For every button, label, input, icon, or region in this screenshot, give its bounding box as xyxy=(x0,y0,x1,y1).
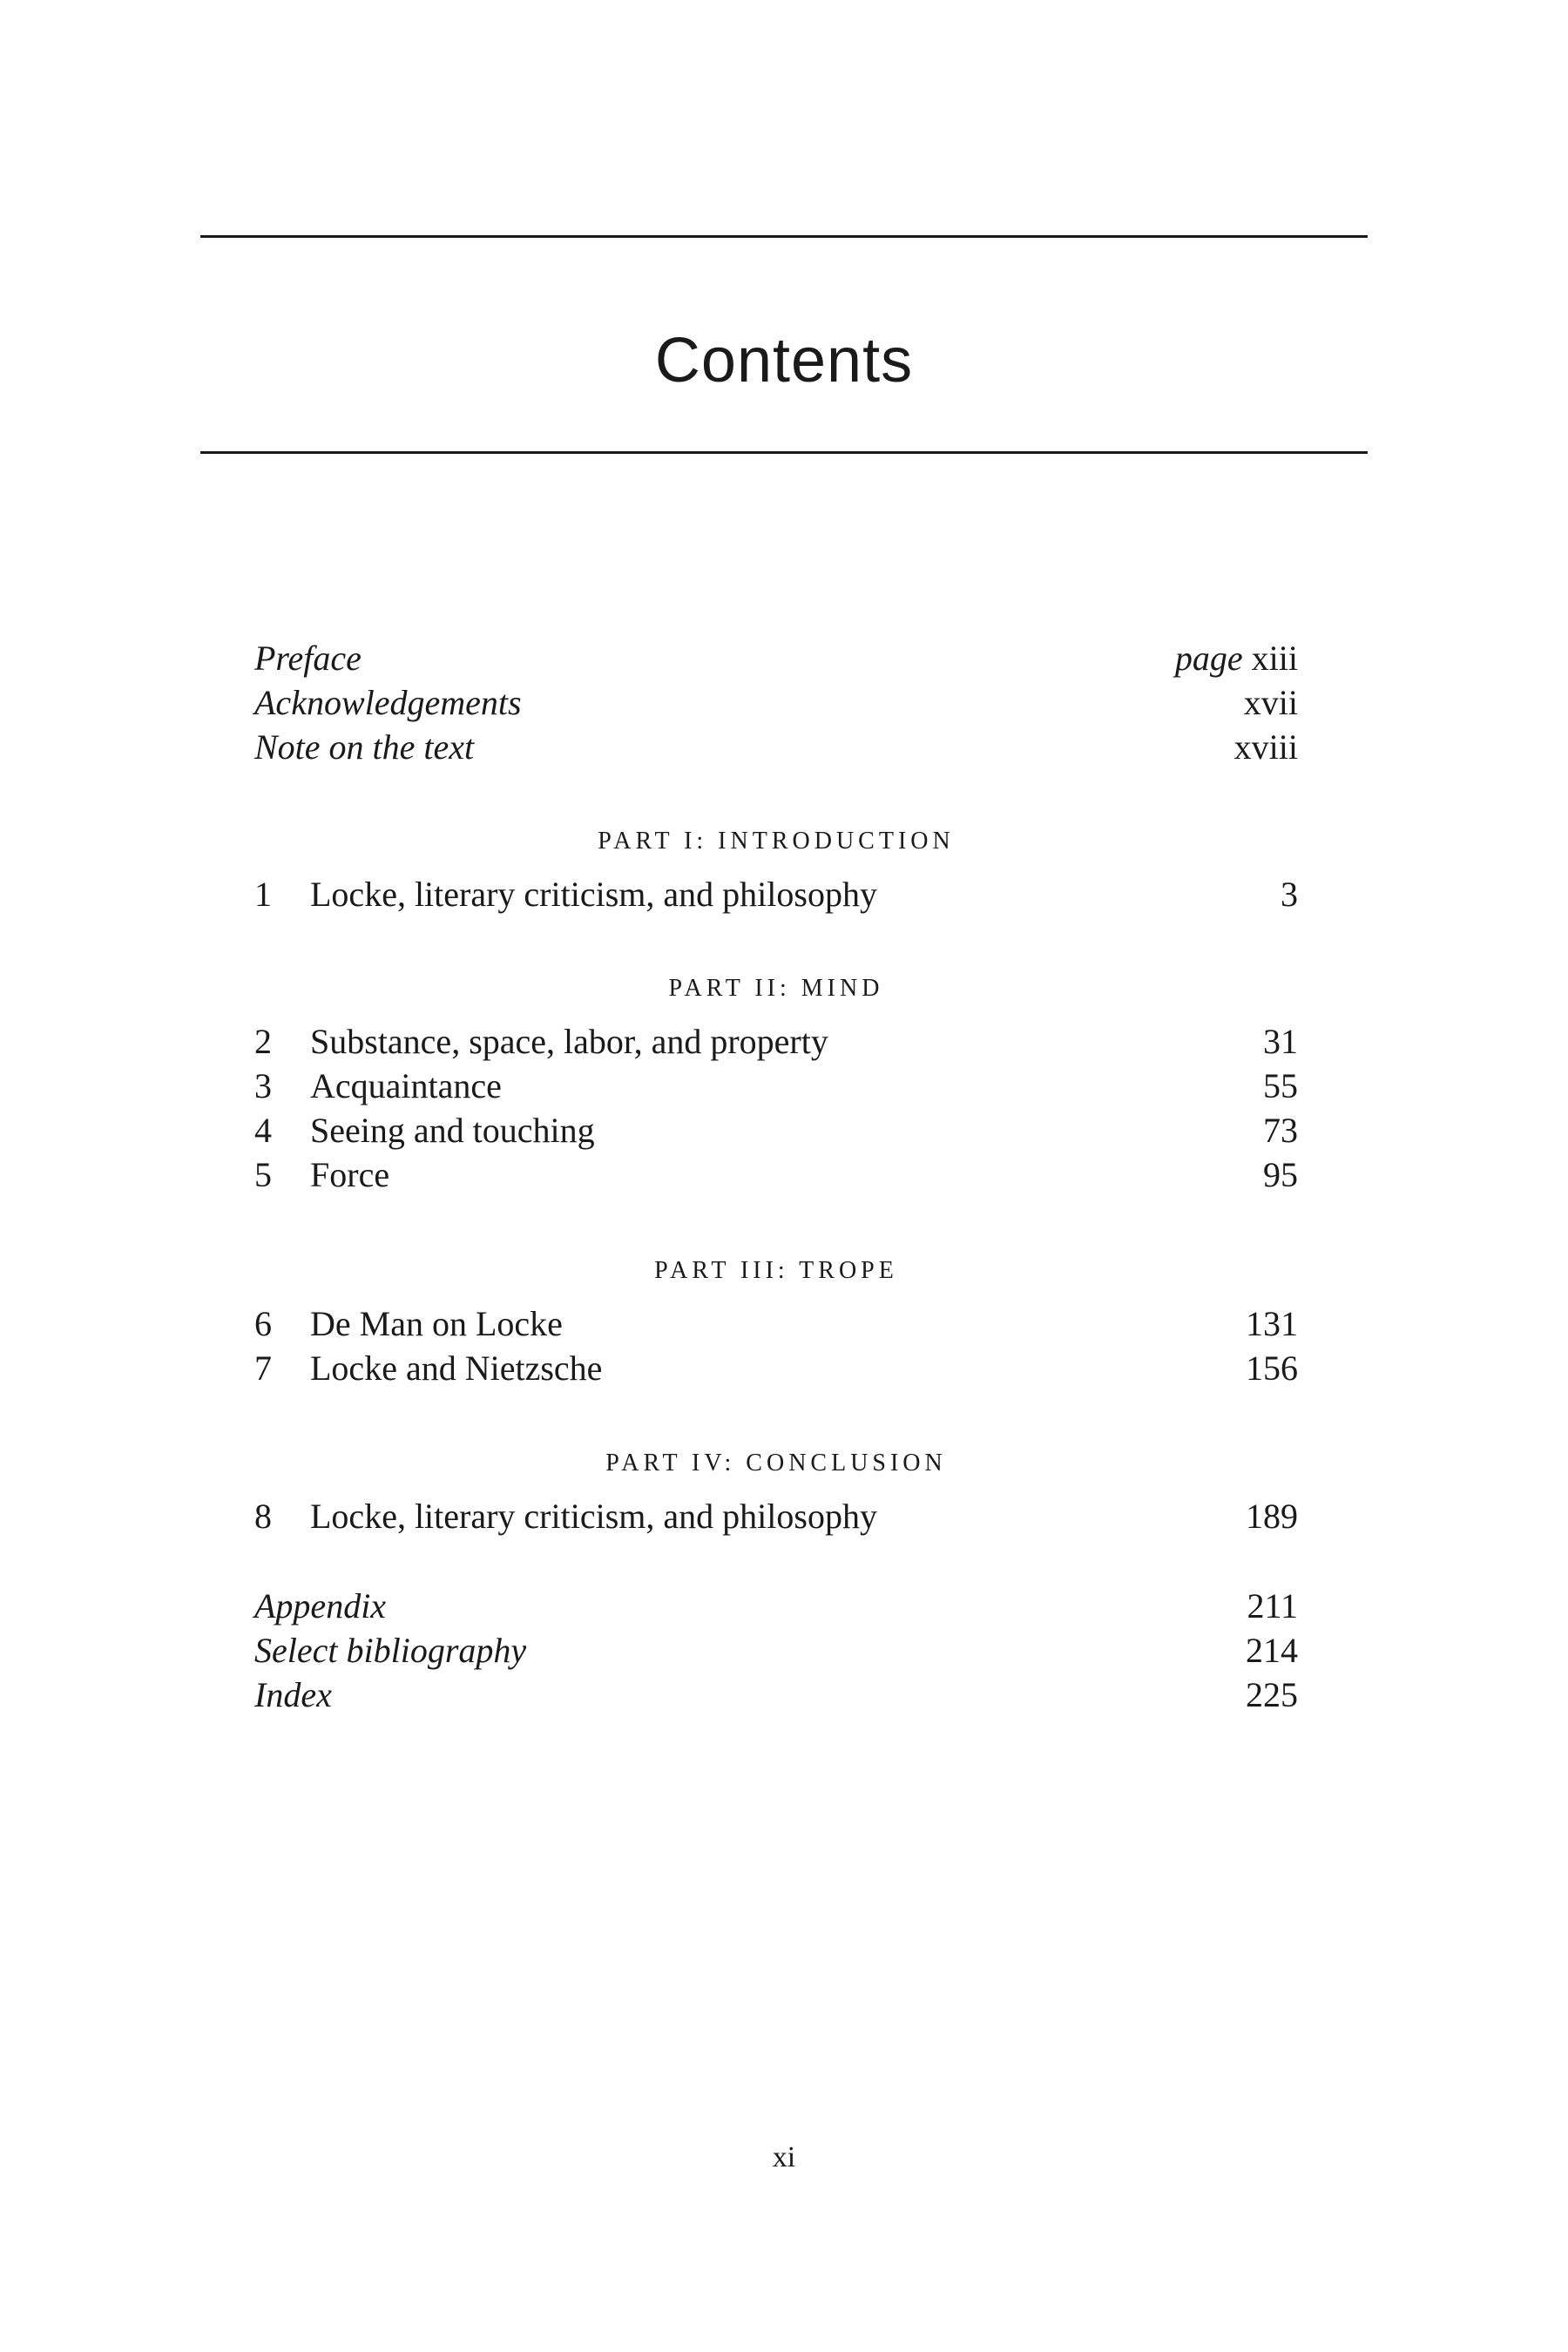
chapter-number: 2 xyxy=(254,1022,272,1061)
part-heading: PART III: TROPE xyxy=(654,1257,898,1284)
chapter-title: De Man on Locke xyxy=(310,1304,563,1343)
toc-entry-preface[interactable] xyxy=(254,636,1298,681)
page-number: 55 xyxy=(1263,1066,1298,1105)
page-number: xvii xyxy=(1243,683,1298,722)
page-number: 214 xyxy=(1246,1631,1298,1670)
entry-label: Preface xyxy=(254,639,362,678)
toc-entry-bibliography[interactable] xyxy=(254,1628,1298,1673)
chapter-number: 3 xyxy=(254,1066,272,1105)
chapter-title: Seeing and touching xyxy=(310,1111,595,1150)
entry-label: Index xyxy=(254,1675,332,1714)
entry-label: Select bibliography xyxy=(254,1631,527,1670)
chapter-title: Acquaintance xyxy=(310,1066,502,1105)
page-number: 31 xyxy=(1263,1022,1298,1061)
page-number: 73 xyxy=(1263,1111,1298,1150)
page-folio: xi xyxy=(772,2141,796,2173)
chapter-number: 4 xyxy=(254,1111,272,1150)
chapter-title: Substance, space, labor, and property xyxy=(310,1022,828,1061)
page-number: 225 xyxy=(1246,1675,1298,1714)
page-number: 156 xyxy=(1246,1348,1298,1388)
toc-entry-chapter-4[interactable] xyxy=(254,1108,1298,1153)
page-number: 211 xyxy=(1247,1586,1298,1625)
toc-entry-appendix[interactable] xyxy=(254,1584,1298,1629)
page-number: 95 xyxy=(1263,1155,1298,1194)
chapter-number: 1 xyxy=(254,875,272,914)
entry-page xyxy=(1175,636,1298,681)
chapter-number: 7 xyxy=(254,1348,272,1388)
toc-entry-chapter-5[interactable] xyxy=(254,1152,1298,1198)
chapter-number: 6 xyxy=(254,1304,272,1343)
chapter-title: Locke, literary criticism, and philosophy xyxy=(310,875,877,914)
part-heading: PART IV: CONCLUSION xyxy=(605,1450,947,1477)
toc-entry-index[interactable] xyxy=(254,1673,1298,1718)
entry-label: Acknowledgements xyxy=(254,683,522,722)
page-number: 131 xyxy=(1246,1304,1298,1343)
bottom-rule xyxy=(200,451,1368,454)
part-heading: PART I: INTRODUCTION xyxy=(598,828,955,855)
entry-label: Note on the text xyxy=(254,727,475,767)
chapter-title: Force xyxy=(310,1155,390,1194)
page-title: Contents xyxy=(654,326,914,396)
toc-entry-chapter-6[interactable] xyxy=(254,1301,1298,1347)
chapter-number: 5 xyxy=(254,1155,272,1194)
toc-entry-chapter-7[interactable] xyxy=(254,1346,1298,1391)
page-number: 3 xyxy=(1281,875,1298,914)
toc-entry-chapter-1[interactable] xyxy=(254,872,1298,917)
chapter-number: 8 xyxy=(254,1497,272,1536)
toc-entry-note-on-text[interactable] xyxy=(254,725,1298,770)
toc-entry-chapter-2[interactable] xyxy=(254,1019,1298,1064)
chapter-title: Locke and Nietzsche xyxy=(310,1348,603,1388)
part-heading: PART II: MIND xyxy=(668,975,884,1002)
toc-entry-acknowledgements[interactable] xyxy=(254,680,1298,726)
top-rule xyxy=(200,235,1368,238)
chapter-title: Locke, literary criticism, and philosophy xyxy=(310,1497,877,1536)
page-number: 189 xyxy=(1246,1497,1298,1536)
page-number: xiii xyxy=(1251,639,1298,678)
page-prefix: page xyxy=(1174,639,1243,678)
toc-entry-chapter-8[interactable] xyxy=(254,1494,1298,1539)
entry-label: Appendix xyxy=(254,1586,387,1625)
toc-entry-chapter-3[interactable] xyxy=(254,1064,1298,1109)
page-number: xviii xyxy=(1233,727,1298,767)
